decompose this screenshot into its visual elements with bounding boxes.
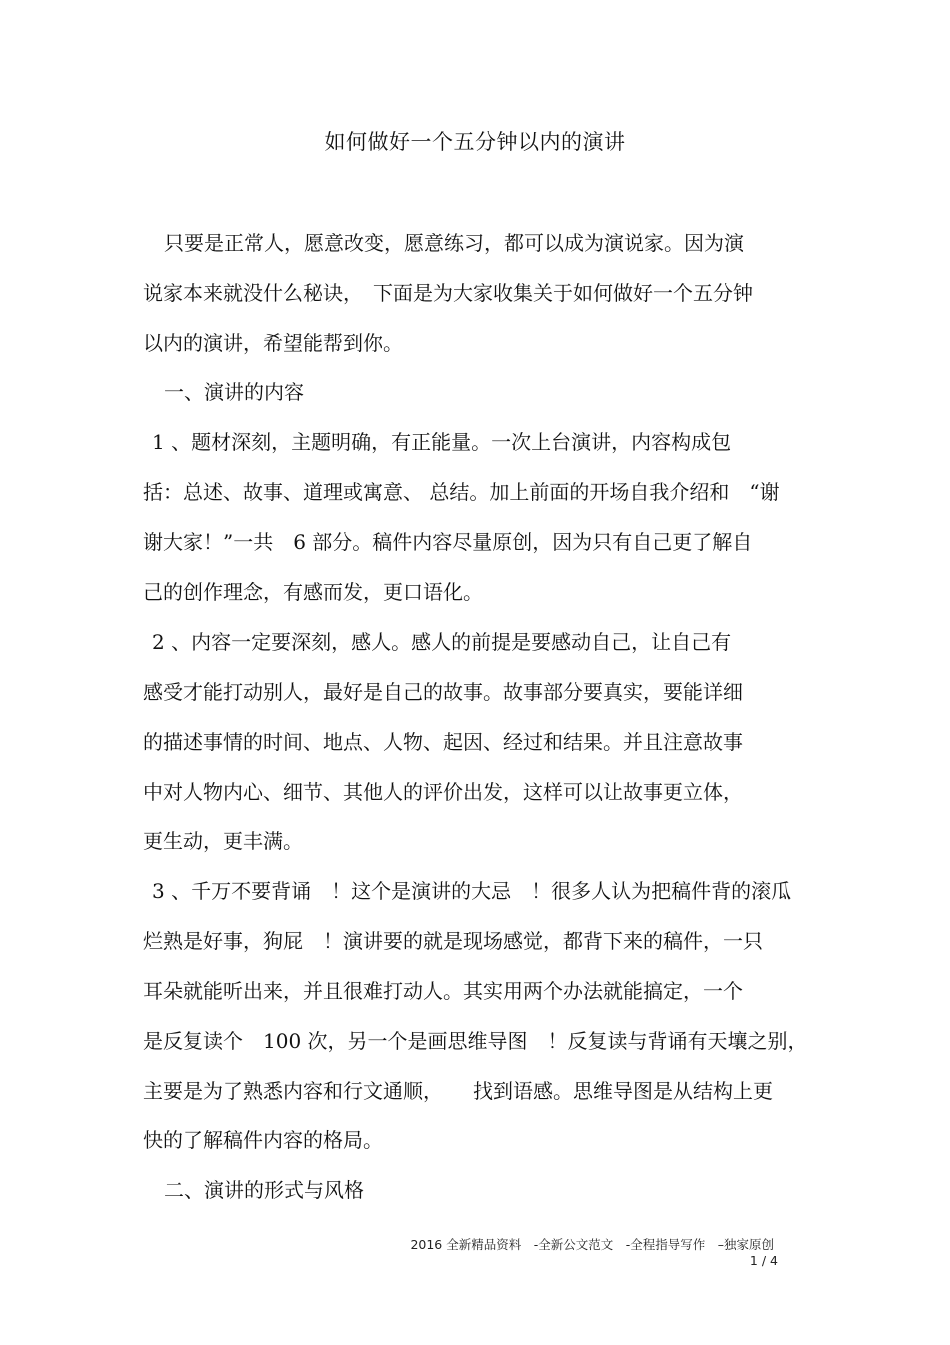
body-line-17: 是反复读个 100 次，另一个是画思维导图 ！反复读与背诵有天壤之别，	[143, 1029, 808, 1053]
body-line-13: 更生动，更丰满。	[143, 829, 303, 853]
body-line-9: 2 、内容一定要深刻，感人。感人的前提是要感动自己，让自己有	[152, 630, 732, 654]
body-line-1: 只要是正常人，愿意改变，愿意练习，都可以成为演说家。因为演	[164, 231, 744, 255]
body-line-12: 中对人物内心、细节、其他人的评价出发，这样可以让故事更立体，	[143, 780, 743, 804]
footer-text: 2016 全新精品资料 -全新公文范文 -全程指导写作 –独家原创	[410, 1237, 774, 1252]
body-line-19: 快的了解稿件内容的格局。	[143, 1128, 383, 1152]
section-heading-2: 二、演讲的形式与风格	[164, 1178, 364, 1202]
document-title: 如何做好一个五分钟以内的演讲	[324, 130, 626, 154]
body-line-14: 3 、千万不要背诵 ！这个是演讲的大忌 ！很多人认为把稿件背的滚瓜	[152, 879, 792, 903]
body-line-8: 己的创作理念，有感而发，更口语化。	[143, 580, 483, 604]
body-line-7: 谢大家！”一共 6 部分。稿件内容尽量原创，因为只有自己更了解自	[143, 530, 753, 554]
body-line-5: 1 、题材深刻，主题明确，有正能量。一次上台演讲，内容构成包	[152, 430, 732, 454]
body-line-15: 烂熟是好事，狗屁 ！演讲要的就是现场感觉，都背下来的稿件，一只	[143, 929, 763, 953]
body-line-18: 主要是为了熟悉内容和行文通顺， 找到语感。思维导图是从结构上更	[143, 1079, 773, 1103]
body-line-6: 括：总述、故事、道理或寓意、 总结。加上前面的开场自我介绍和 “谢	[143, 480, 780, 504]
body-line-3: 以内的演讲，希望能帮到你。	[143, 331, 403, 355]
body-line-10: 感受才能打动别人，最好是自己的故事。故事部分要真实，要能详细	[143, 680, 743, 704]
body-line-16: 耳朵就能听出来，并且很难打动人。其实用两个办法就能搞定，一个	[143, 979, 743, 1003]
section-heading-1: 一、演讲的内容	[164, 380, 304, 404]
body-line-2: 说家本来就没什么秘诀， 下面是为大家收集关于如何做好一个五分钟	[143, 281, 753, 305]
page-number: 1 / 4	[749, 1253, 778, 1268]
body-line-11: 的描述事情的时间、地点、人物、起因、经过和结果。并且注意故事	[143, 730, 743, 754]
